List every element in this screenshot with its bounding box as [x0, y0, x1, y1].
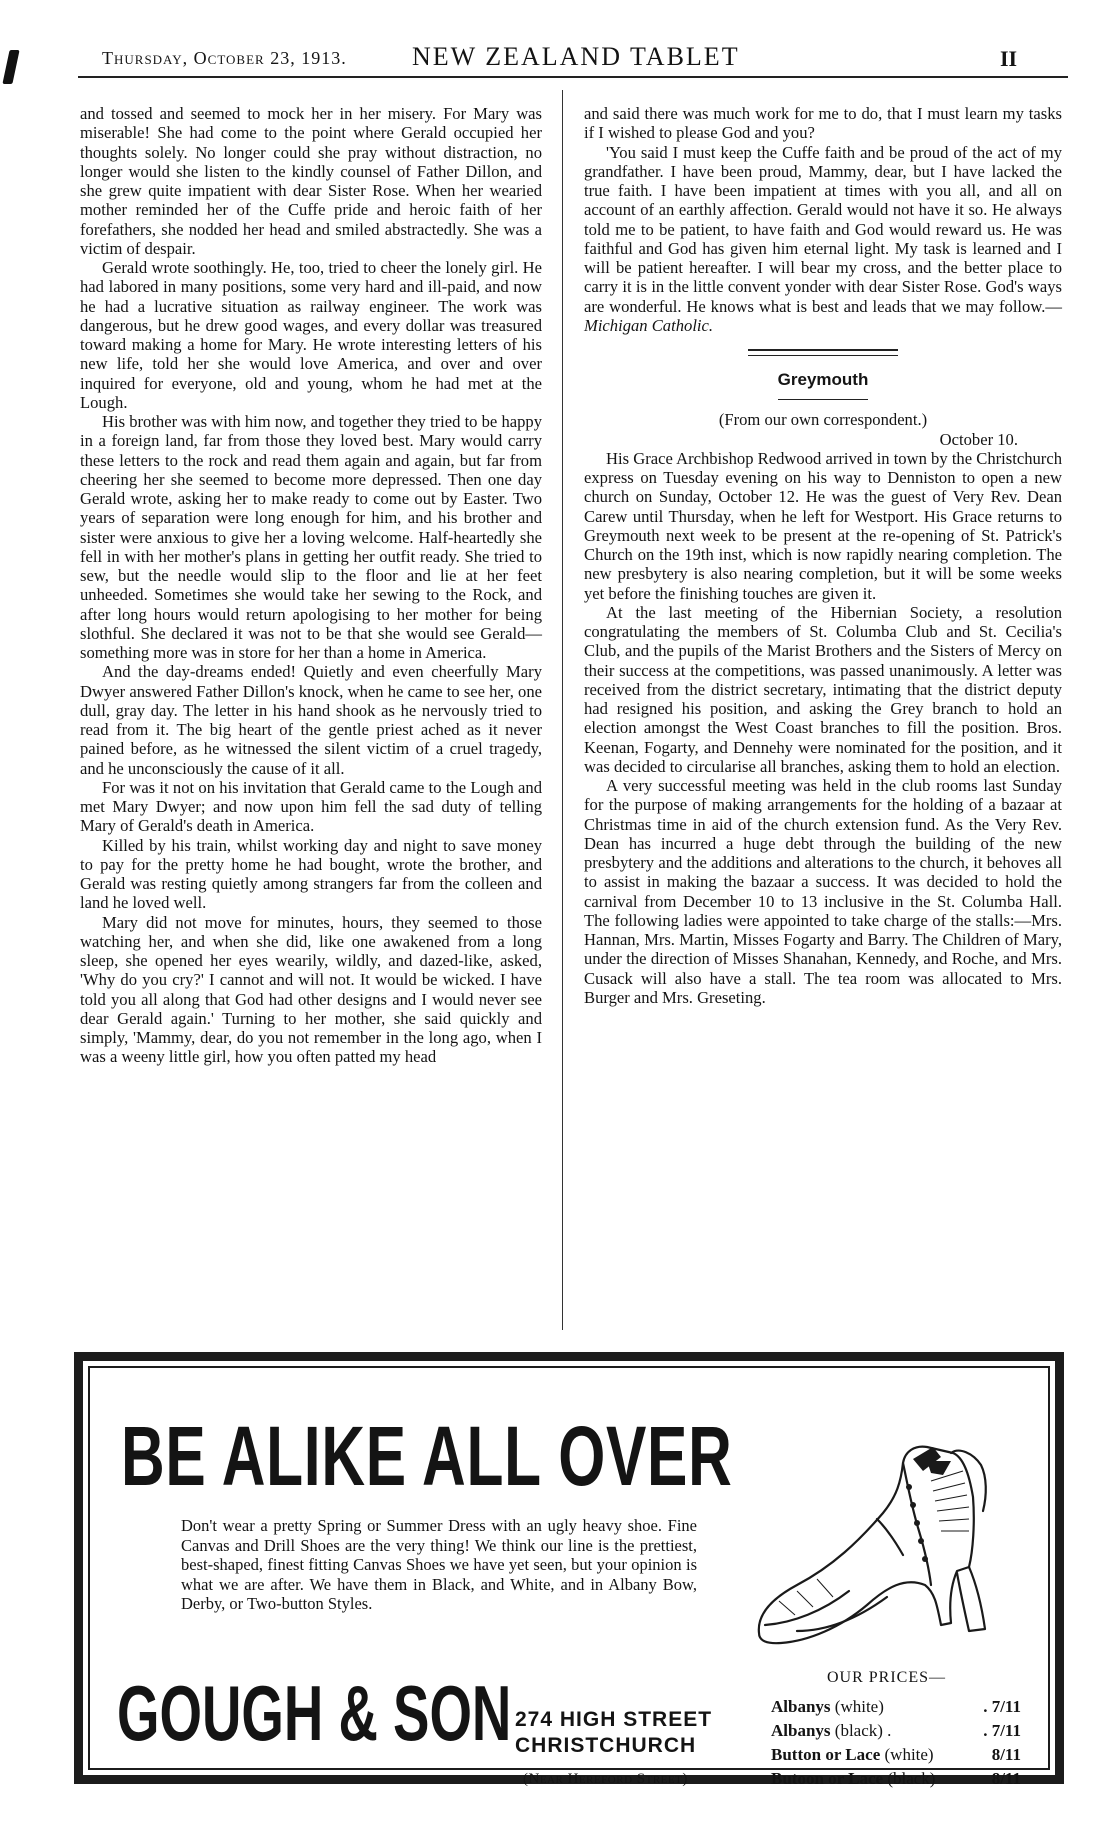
ad-headline: BE ALIKE ALL OVER [121, 1409, 733, 1503]
ad-address-note: (Near Hereford Street) [523, 1771, 688, 1787]
price-row [771, 1721, 1021, 1745]
shoe-advertisement [74, 1352, 1064, 1788]
price-item-name: Albanys [771, 1721, 831, 1740]
header-page-number: II [1000, 46, 1018, 71]
page-header [0, 34, 1114, 74]
ad-price-list [771, 1697, 1021, 1793]
price-item-qualifier: (white) [834, 1697, 884, 1716]
story-paragraph: Killed by his train, whilst working day and night to save money to pay for the pretty home he had bought, wrote the brother, and Gerald was resting quietly among strangers far from the colleen and land he loved well. [80, 835, 542, 913]
news-paragraph: A very successful meeting was held in the club rooms last Sunday for the purpose of making arrangements for the holding of a bazaar at Christmas time in aid of the church extension fund. As the Very Rev. Dean has incurred a huge debt through the building of the new presbytery and the additions and alterations to the church, it behoves all to assist in making the bazaar a success. It was decided to hold the carnival from December 10 to 13 inclusive in the St. Columba Hall. The following ladies were appointed to take charge of the stalls:—Mrs. Hannan, Mrs. Martin, Misses Fogarty and Barry. The Children of Mary, under the direction of Misses Shanahan, Kennedy, and Roche, and Mrs. Cusack will also have a stall. The tea room was allocated to Mrs. Burger and Mrs. Greseting. [584, 776, 1062, 1007]
section-title: Greymouth [777, 370, 869, 389]
header-title: NEW ZEALAND TABLET [412, 42, 740, 71]
price-row [771, 1769, 1021, 1793]
shoe-illustration-icon [737, 1401, 1027, 1651]
story-paragraph [584, 143, 1062, 336]
news-paragraph: At the last meeting of the Hibernian Society, a resolution congratulating the members of St. Columba Club and St. Cecilia's Club, and the pupils of the Marist Brothers and the Sisters of Mercy on their success at the competitions, was passed unanimously. A letter was received from the district secretary, intimating that the district deputy had resigned his position, and asking the Grey branch to hold an election amongst the West Coast branches to fill the position. Bros. Keenan, Fogarty, and Dennehy were nominated for the position, and it was decided to circularise all branches, asking them to hold an election. [584, 602, 1062, 776]
header-rule [78, 76, 1068, 78]
ad-address-city: CHRISTCHURCH [515, 1734, 697, 1757]
story-paragraph: For was it not on his invitation that Gerald came to the Lough and met Mary Dwyer; and now upon him fell the sad duty of telling Mary of Gerald's death in America. [80, 777, 542, 836]
story-paragraph: Mary did not move for minutes, hours, they seemed to those watching her, and when she did, like one awakened from a long sleep, she opened her eyes wearily, wildly, and dazed-like, asked, 'Why do you cry?' I cannot and will not. It would be wicked. I have told you all along that God had other designs and I would never see dear Gerald again.' Turning to her mother, she said quickly and simply, 'Mammy, dear, do you not remember in the long ago, when I was a weeny little girl, how you often patted my head [80, 912, 542, 1067]
story-source: Michigan Catholic. [584, 315, 714, 335]
ad-body-text: Don't wear a pretty Spring or Summer Dress with an ugly heavy shoe. Fine Canvas and Drill Shoes are the very thing! We think our line is the prettiest, best-shaped, finest fitting Canvas Shoes we have yet seen, but your opinion is what we are after. We have them in Black, and White, and in Albany Bow, Derby, or Two-button Styles. [181, 1516, 697, 1614]
print-mark-icon [2, 50, 19, 84]
story-paragraph: and tossed and seemed to mock her in her misery. For Mary was miserable! She had come to the point where Gerald occupied her thoughts solely. No longer could she pray without distraction, no longer would she listen to the kindly counsel of Father Dillon, and she grew quite impatient with dear Sister Rose. When her wearied mother reminded her of the Cuffe pride and heroic faith of her forefathers, she nodded her head and smiled abstractedly. She was a victim of despair. [80, 104, 542, 258]
story-paragraph: Gerald wrote soothingly. He, too, tried to cheer the lonely girl. He had labored in many positions, some very hard and ill-paid, and now he had a lucrative situation as railway engineer. The work was dangerous, but he drew good wages, and every dollar was treasured toward making a home for Mary. He wrote interesting letters of his new life, told her she would love America, and over and over inquired for everyone, old and young, whom he had met at the Lough. [80, 258, 542, 412]
ad-address-street: 274 HIGH STREET [515, 1708, 713, 1731]
price-row [771, 1697, 1021, 1721]
story-paragraph: And the day-dreams ended! Quietly and even cheerfully Mary Dwyer answered Father Dillon's knock, when he came to see her, one dull, gray day. The letter in his hand shook as he nervously tried to read from it. The big heart of the gentle priest ached as it never pained before, as he witnessed the silent victim of a cruel tragedy, and he unconsciously the cause of it all. [80, 662, 542, 778]
price-row [771, 1745, 1021, 1769]
price-value: . 7/11 [983, 1721, 1021, 1740]
ad-address [515, 1707, 712, 1759]
price-value: 8/11 [991, 1745, 1021, 1764]
ad-prices-title: OUR PRICES— [827, 1669, 947, 1686]
column-divider [562, 90, 563, 1330]
price-item-name: Button or Lace [771, 1745, 881, 1764]
section-rule [748, 349, 898, 356]
price-item-qualifier: (white) [884, 1745, 934, 1764]
price-value: 8/11 [991, 1769, 1021, 1788]
price-item-qualifier: (black) [887, 1769, 936, 1788]
story-paragraph: and said there was much work for me to do, that I must learn my tasks if I wished to please God and you? [584, 104, 1062, 143]
header-date: Thursday, October 23, 1913. [102, 48, 347, 68]
price-item-name: Albanys [771, 1697, 831, 1716]
dateline: October 10. [939, 429, 1018, 449]
correspondent-line: (From our own correspondent.) [718, 410, 928, 430]
price-item-qualifier: (black) . [834, 1721, 892, 1740]
right-column [584, 104, 1062, 1007]
price-item-name: Butoon or Lace [771, 1769, 884, 1788]
price-value: . 7/11 [983, 1697, 1021, 1716]
news-paragraph: His Grace Archbishop Redwood arrived in town by the Christchurch express on Tuesday evening on his way to Denniston to open a new church on Sunday, October 12. He was the guest of Very Rev. Dean Carew until Thursday, when he left for Westport. His Grace returns to Greymouth next week to be present at the re-opening of St. Patrick's Church on the 19th inst, which is now rapidly nearing completion. The new presbytery is also nearing completion, but it will be some weeks yet before the finishing touches are given it. [584, 448, 1062, 603]
ad-brand-name: GOUGH & SON [117, 1669, 512, 1757]
left-column [80, 104, 542, 1067]
section-subrule [778, 399, 868, 400]
story-text: 'You said I must keep the Cuffe faith and be proud of the act of my grandfather. I have been proud, Mammy, dear, but I have lacked the true faith. I have been impatient at times with you all, and all on account of an earthly affection. Gerald would not have it so. He always told me to be patient, to have faith and God would reward us. He was faithful and God has given him eternal light. My task is learned and I will be patient hereafter. I will bear my cross, and the better place to carry it is in the little convent yonder with dear Sister Rose. God's ways are wonderful. He knows what is best and leads that we may follow.— [584, 142, 1062, 316]
story-paragraph: His brother was with him now, and together they tried to be happy in a foreign land, far from those they loved best. Mary would carry these letters to the rock and read them again and again, but far from cheering her she seemed to become more depressed. Then one day Gerald wrote, asking her to make ready to come out by Easter. Two years of separation were long enough for him, and his brother and sister were anxious to give her a loving welcome. Half-heartedly she fell in with her mother's plans in getting her outfit ready. She tried to sew, but the needle would slip to the floor and lie at her feet unheeded. Sometimes she would take her sewing to the Rock, and after long hours would return apologising to her mother for being slothful. She declared it was not to be that she would see Gerald—something more was in store for her than a home in America. [80, 412, 542, 662]
